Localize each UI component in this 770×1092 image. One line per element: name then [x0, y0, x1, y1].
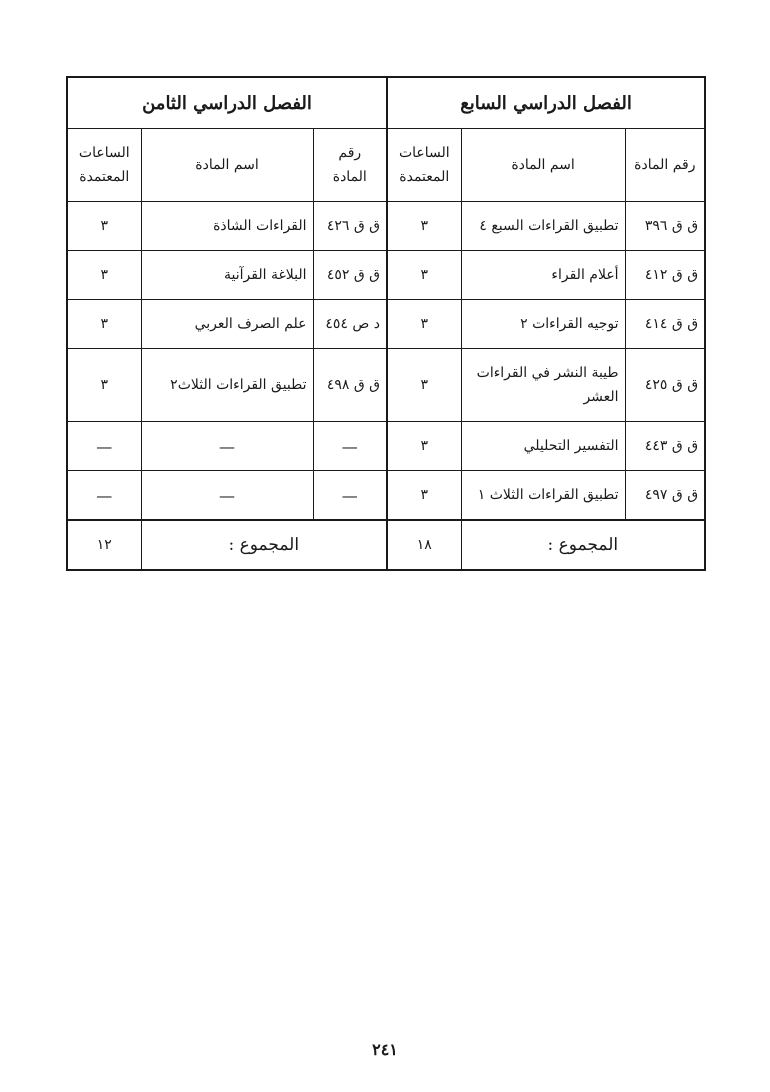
s7-course-code: ق ق ٤٤٣: [625, 422, 705, 471]
s8-course-code: ق ق ٤٢٦: [313, 202, 387, 251]
eighth-semester-title: الفصل الدراسي الثامن: [67, 77, 387, 129]
totals-row: [67, 520, 705, 570]
s8-name-header: اسم المادة: [141, 129, 313, 202]
s8-credit-hours: —: [67, 471, 141, 521]
s8-total-hours: ١٢: [67, 520, 141, 570]
page-number: ٢٤١: [372, 1040, 398, 1059]
s8-credit-hours: —: [67, 422, 141, 471]
table-row: [67, 202, 705, 251]
s7-credit-hours: ٣: [387, 202, 461, 251]
s8-course-name: علم الصرف العربي: [141, 300, 313, 349]
s8-hours-header: الساعات المعتمدة: [67, 129, 141, 202]
table-row: [67, 471, 705, 521]
s8-course-name: البلاغة القرآنية: [141, 251, 313, 300]
s7-course-code: ق ق ٤٢٥: [625, 349, 705, 422]
seventh-semester-title: الفصل الدراسي السابع: [387, 77, 705, 129]
s7-course-name: التفسير التحليلي: [461, 422, 625, 471]
s8-course-code: د ص ٤٥٤: [313, 300, 387, 349]
table-row: [67, 251, 705, 300]
s7-credit-hours: ٣: [387, 422, 461, 471]
s8-course-code: ق ق ٤٥٢: [313, 251, 387, 300]
table-row: [67, 300, 705, 349]
s7-hours-header: الساعات المعتمدة: [387, 129, 461, 202]
s8-course-code: ق ق ٤٩٨: [313, 349, 387, 422]
table-row: [67, 422, 705, 471]
s7-course-name: توجيه القراءات ٢: [461, 300, 625, 349]
s8-credit-hours: ٣: [67, 202, 141, 251]
s7-course-name: طيبة النشر في القراءات العشر: [461, 349, 625, 422]
s7-course-code: ق ق ٤١٢: [625, 251, 705, 300]
s8-total-label: المجموع :: [141, 520, 387, 570]
s7-name-header: اسم المادة: [461, 129, 625, 202]
s8-credit-hours: ٣: [67, 300, 141, 349]
s7-course-code: ق ق ٤٩٧: [625, 471, 705, 521]
s8-course-name: القراءات الشاذة: [141, 202, 313, 251]
s7-total-hours: ١٨: [387, 520, 461, 570]
study-plan-table: [66, 76, 706, 571]
s7-credit-hours: ٣: [387, 471, 461, 521]
s7-course-name: أعلام القراء: [461, 251, 625, 300]
s7-credit-hours: ٣: [387, 300, 461, 349]
s8-credit-hours: ٣: [67, 349, 141, 422]
s8-credit-hours: ٣: [67, 251, 141, 300]
table-row: [67, 349, 705, 422]
s8-code-header: رقم المادة: [313, 129, 387, 202]
s7-code-header: رقم المادة: [625, 129, 705, 202]
s8-course-name: تطبيق القراءات الثلاث٢: [141, 349, 313, 422]
s7-total-label: المجموع :: [461, 520, 705, 570]
s7-credit-hours: ٣: [387, 251, 461, 300]
s8-course-code: —: [313, 471, 387, 521]
s7-course-name: تطبيق القراءات الثلاث ١: [461, 471, 625, 521]
s7-course-code: ق ق ٤١٤: [625, 300, 705, 349]
s7-course-name: تطبيق القراءات السبع ٤: [461, 202, 625, 251]
s8-course-name: —: [141, 471, 313, 521]
semester-header-row: [67, 77, 705, 129]
column-header-row: [67, 129, 705, 202]
s8-course-name: —: [141, 422, 313, 471]
s7-course-code: ق ق ٣٩٦: [625, 202, 705, 251]
s7-credit-hours: ٣: [387, 349, 461, 422]
s8-course-code: —: [313, 422, 387, 471]
